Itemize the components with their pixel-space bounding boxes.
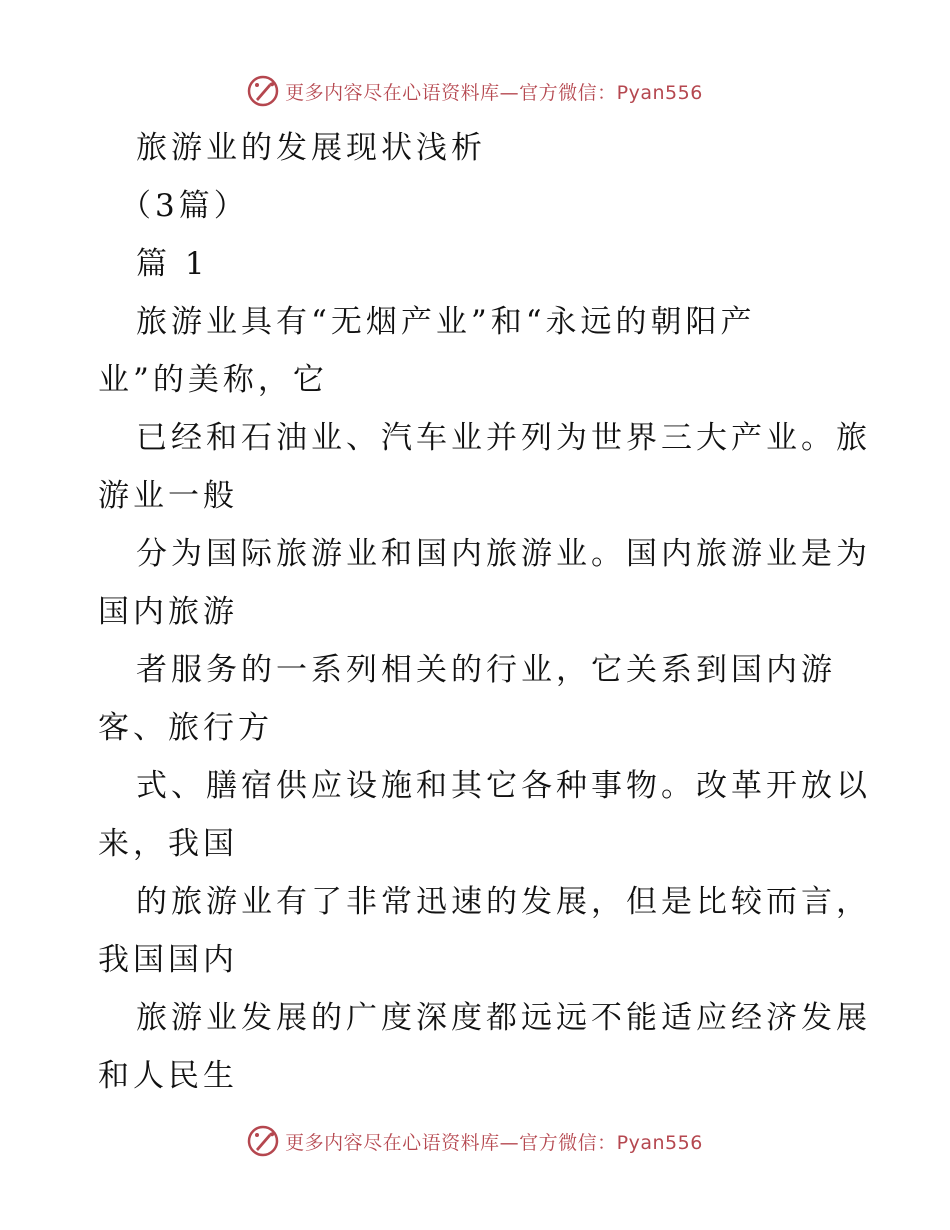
header-watermark bbox=[0, 71, 950, 111]
paragraph-line: 游业一般 bbox=[98, 478, 238, 514]
section-heading: 篇 1 bbox=[136, 246, 209, 282]
paragraph-line: 旅游业发展的广度深度都远远不能适应经济发展 bbox=[136, 1000, 871, 1036]
paragraph-line: 式、膳宿供应设施和其它各种事物。改革开放以 bbox=[136, 768, 871, 804]
paragraph-line: 和人民生 bbox=[98, 1058, 238, 1094]
document-title: 旅游业的发展现状浅析 bbox=[136, 130, 486, 166]
paragraph-line: 业”的美称，它 bbox=[98, 362, 328, 398]
paragraph-line: 旅游业具有“无烟产业”和“永远的朝阳产 bbox=[136, 304, 756, 340]
quill-logo-icon bbox=[247, 75, 279, 107]
footer-watermark bbox=[0, 1121, 950, 1161]
paragraph-line: 国内旅游 bbox=[98, 594, 238, 630]
watermark-text: 更多内容尽在心语资料库—官方微信：Pyan556 bbox=[285, 81, 703, 104]
paragraph-line: 分为国际旅游业和国内旅游业。国内旅游业是为 bbox=[136, 536, 871, 572]
paragraph-line: 客、旅行方 bbox=[98, 710, 273, 746]
paragraph-line: 者服务的一系列相关的行业，它关系到国内游 bbox=[136, 652, 836, 688]
paragraph-line: 的旅游业有了非常迅速的发展，但是比较而言， bbox=[136, 884, 871, 920]
paragraph-line: 我国国内 bbox=[98, 942, 238, 978]
quill-logo-icon bbox=[247, 1125, 279, 1157]
watermark-text: 更多内容尽在心语资料库—官方微信：Pyan556 bbox=[285, 1131, 703, 1154]
document-subtitle: （3篇） bbox=[120, 188, 249, 224]
paragraph-line: 已经和石油业、汽车业并列为世界三大产业。旅 bbox=[136, 420, 871, 456]
paragraph-line: 来，我国 bbox=[98, 826, 238, 862]
